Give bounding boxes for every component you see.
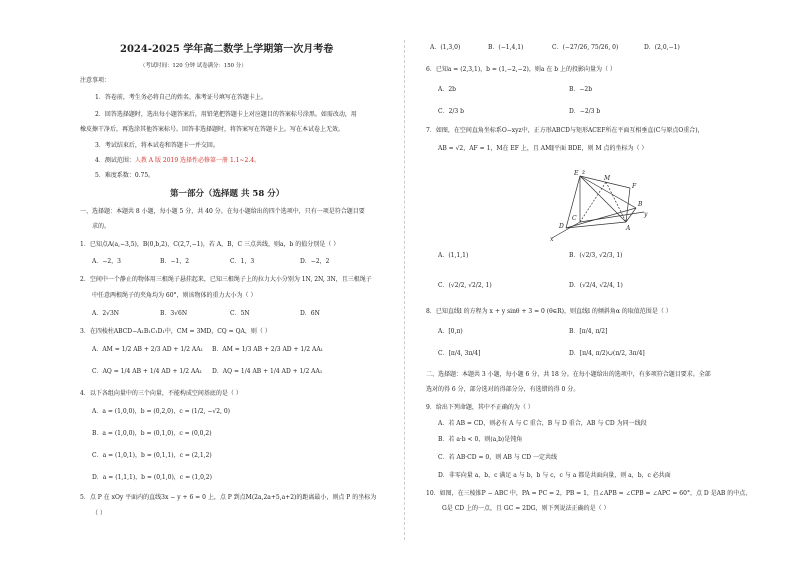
q1-opt-d: D．−2，2: [300, 258, 330, 265]
fig-label-d: D: [559, 223, 564, 230]
exam-title: 2024-2025 学年高二数学上学期第一次月考卷: [120, 44, 334, 55]
q8-stem: 8．已知直线l 的方程为 x + y sinθ + 3 = 0 (θ∈R)，则直线l 的倾斜角α 的取值范围是（ ）: [426, 308, 672, 315]
part1-instructions-2: 求的。: [92, 223, 111, 230]
q5-opt-b: B．(−1,4,1): [488, 44, 524, 51]
q7-opt-d: D．(√2/4, √2/4, 1): [569, 282, 623, 289]
q2-opt-c: C．5N: [230, 310, 250, 317]
q10-stem-1: 10．如图，在三棱锥P − ABC 中，PA = PC = 2，PB = 1，且∠APB = ∠CPB = ∠APC = 60°，点 D 是AB 的中点，: [426, 490, 752, 497]
fig-label-y: y: [644, 211, 648, 218]
q10-stem-2: G是 CD 上的一点，且 GC = 2DG，则下列说法正确的是（ ）: [442, 505, 610, 512]
exam-meta: （考试时间：120 分钟 试卷满分：150 分）: [140, 63, 247, 69]
axis-y-line: [580, 212, 644, 222]
q3-opt-b: B．AM = 1/3 AB + 2/3 AD + 1/2 AA₁: [212, 346, 324, 353]
q4-stem: 4．以下各组向量中的三个向量，不能构成空间基底的是（ ）: [80, 390, 242, 397]
notes-heading: 注意事项：: [80, 77, 111, 84]
q5-stem-1: 5．点 P 在 xOy 平面内的直线3x − y + 6 = 0 上，点 P 到点M(2a,2a+5,a+2)的距离最小，则点 P 的坐标为: [80, 494, 377, 501]
note-3: 3．考试结束后，将本试卷和答题卡一并交回。: [95, 142, 219, 149]
q5-opt-a: A．(1,3,0): [430, 44, 461, 51]
q8-opt-a: A．[0,π): [438, 328, 463, 335]
note-2b: 橡皮擦干净后，再选涂其他答案标号。回答非选择题时，将答案写在答题卡上。写在本试卷上无效。: [80, 126, 345, 133]
part1-instructions-1: 一、选择题：本题共 8 小题，每小题 5 分，共 40 分。在每小题给出的四个选项中，只有一项是符合题目要: [80, 208, 365, 215]
axis-x-line: [552, 222, 580, 238]
q2-stem-2: 中任意两根绳子的夹角均为 60°，则该物体的重力大小为（ ）: [92, 292, 257, 299]
fig-label-z: z: [582, 169, 586, 176]
q5-opt-c: C．(−27/26, 75/26, 0): [552, 44, 619, 51]
note-4: [95, 157, 260, 165]
q3-stem: 3．在四棱柱ABCD−A₁B₁C₁D₁中，CM = 3MD，CQ = QA，则（ ）: [80, 328, 271, 335]
q2-opt-b: B．3√6N: [160, 310, 188, 317]
q4-opt-b: B．a = (1,0,0)，b = (0,1,0)，c = (0,0,2): [92, 430, 212, 437]
part2-instructions-1: 二、选择题：本题共 3 小题，每小题 6 分，共 18 分。在每小题给出的选项中，有多项符合题目要求。全部: [426, 371, 711, 378]
fig-label-a: A: [626, 225, 631, 232]
q4-opt-d: D．a = (1,1,1)，b = (0,1,0)，c = (1,0,2): [92, 474, 212, 481]
q2-opt-d: D．6N: [300, 310, 320, 317]
edge-cm: [580, 182, 606, 222]
q7-opt-b: B．(√2/3, √2/3, 1): [569, 252, 623, 259]
note-5: 5．难度系数：0.75。: [95, 172, 155, 179]
q5-opt-d: D．(2,0,−1): [644, 44, 680, 51]
q7-figure: [540, 164, 652, 242]
fig-label-b: B: [638, 201, 643, 208]
q2-opt-a: A．2√3N: [92, 310, 120, 317]
q6-opt-a: A．2b: [438, 86, 456, 93]
fig-label-m: M: [604, 175, 611, 182]
q9-stem: 9．给出下列命题，其中不正确的为（ ）: [426, 404, 534, 411]
q1-stem: 1．已知点A(a,−3,5)，B(0,b,2)，C(2,7,−1)，若 A，B，C 三点共线，则a，b 的值分别是（ ）: [80, 241, 340, 248]
edge-ea: [580, 176, 626, 222]
q9-opt-a: A．若 AB = CD，则必有 A 与 C 重合，B 与 D 重合，AB 与 CD 为同一线段: [438, 420, 647, 427]
note-4-label: 4．测试范围：: [95, 157, 135, 164]
q7-stem-2: AB = √2，AF = 1，M在 EF 上，且 AM∥平面 BDE，则 M 点的坐标为（ ）: [438, 145, 648, 152]
q7-opt-c: C．(√2/2, √2/2, 1): [438, 282, 492, 289]
right-column: [404, 0, 794, 562]
q4-opt-c: C．a = (1,0,1)，b = (0,1,1)，c = (2,1,2): [92, 452, 212, 459]
q8-opt-b: B．[π/4, π/2]: [569, 328, 608, 335]
q1-opt-b: B．−1，2: [160, 258, 190, 265]
part2-instructions-2: 选对的得 6 分，部分选对的得部分分，有选错的得 0 分。: [426, 386, 580, 393]
q9-opt-d: D．非零向量 a，b，c 满足 a 与 b，b 与 c，c 与 a 都是共面向量，则 a，b，c 必共面: [438, 472, 671, 479]
q7-opt-a: A．(1,1,1): [438, 252, 469, 259]
q1-opt-a: A．−2，3: [92, 258, 121, 265]
q9-opt-b: B．若 a·b < 0，则⟨a,b⟩是钝角: [438, 436, 523, 443]
q3-opt-a: A．AM = 1/2 AB + 2/3 AD + 1/2 AA₁: [92, 346, 203, 353]
q2-stem-1: 2．空间中一个静止的物体用三根绳子悬挂起来，已知三根绳子上的拉力大小分别为 1N, 2N, 3N，且三根绳子: [80, 276, 372, 283]
q1-opt-c: C．1，3: [230, 258, 255, 265]
fig-label-c: C: [572, 215, 577, 222]
part1-title: 第一部分（选择题 共 58 分）: [170, 189, 285, 199]
scope-value: 人教 A 版 2019 选择性必修第一册 1.1~2.4。: [134, 157, 261, 164]
q3-opt-c: C．AQ = 1/4 AB + 1/4 AD + 1/2 AA₁: [92, 368, 203, 375]
note-2a: 2．回答选择题时，选出每小题答案后，用铅笔把答题卡上对应题目的答案标号涂黑。如需改动，用: [95, 111, 357, 118]
q3-opt-d: D．AQ = 1/4 AB + 1/4 AD + 1/2 AA₁: [212, 368, 323, 375]
q8-opt-d: D．[π/4, π/2)∪(π/2, 3π/4]: [569, 350, 645, 357]
q6-opt-d: D．−2/3 b: [569, 108, 601, 115]
q7-stem-1: 7．如图，在空间直角坐标系O−xyz中，正方形ABCD与矩形ACEF所在平面互相垂直(C与原点O重合)，: [426, 127, 704, 134]
note-1: 1．答卷前，考生务必将自己的姓名、准考证号填写在答题卡上。: [95, 94, 267, 101]
fig-label-f: F: [632, 183, 637, 190]
q6-opt-b: B．−2b: [569, 86, 593, 93]
q9-opt-c: C．若 AB·CD = 0，则 AB 与 CD 一定共线: [438, 454, 557, 461]
q5-stem-2: （ ）: [92, 510, 106, 517]
q8-opt-c: C．[π/4, 3π/4]: [438, 350, 481, 357]
q6-stem: 6．已知a = (2,3,1)，b = (1,−2,−2)，则a 在 b 上的投影向量为（ ）: [426, 66, 616, 73]
fig-label-x: x: [550, 236, 554, 242]
fig-label-e: E: [574, 170, 579, 177]
q4-opt-a: A．a = (1,0,0)，b = (0,2,0)，c = (1/2, −√2, 0): [92, 408, 230, 415]
q6-opt-c: C．2/3 b: [438, 108, 464, 115]
